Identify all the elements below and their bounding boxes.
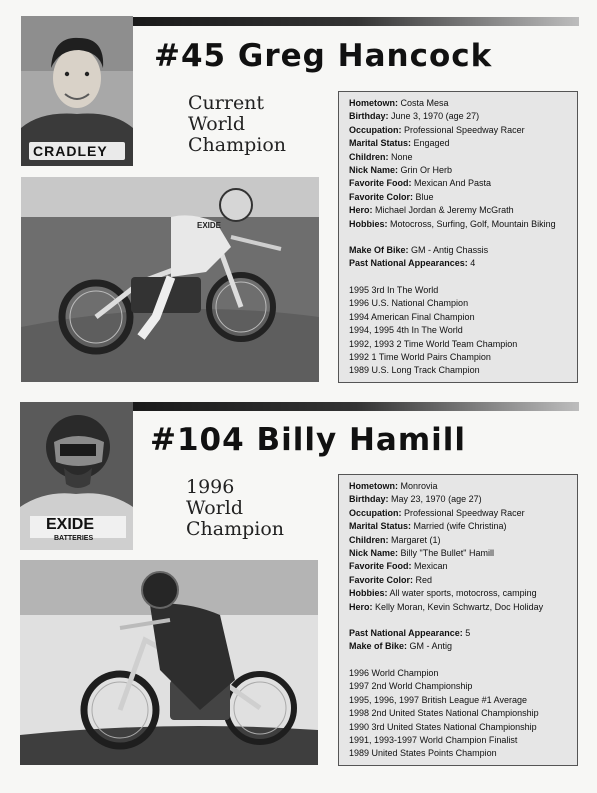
achievement-item: 1996 World Champion xyxy=(349,667,439,678)
rider-title-1: #45 Greg Hancock xyxy=(154,38,493,74)
fact-row xyxy=(349,137,569,150)
fact-value: Michael Jordan & Jeremy McGrath xyxy=(375,205,514,216)
fact-value: June 3, 1970 (age 27) xyxy=(391,111,480,122)
fact-label: Occupation: xyxy=(349,507,402,518)
fact-label: Marital Status: xyxy=(349,138,412,149)
jersey-text-2: EXIDE xyxy=(46,516,95,533)
fact-value: Billy "The Bullet" Hamill xyxy=(400,548,494,559)
fact-value: Costa Mesa xyxy=(400,98,449,108)
info-box-1 xyxy=(338,91,578,383)
bike-sponsor-1: EXIDE xyxy=(197,221,222,230)
fact-value: Married (wife Christina) xyxy=(413,521,507,532)
achievement-item: 1992 1 Time World Pairs Champion xyxy=(349,351,491,362)
fact-label: Children: xyxy=(349,534,389,545)
achievement-item: 1994, 1995 4th In The World xyxy=(349,325,463,336)
portrait-photo-1 xyxy=(21,16,133,166)
fact-row xyxy=(349,218,569,231)
fact-label: Birthday: xyxy=(349,494,389,505)
fact-label: Hometown: xyxy=(349,98,398,108)
fact-row xyxy=(349,520,569,533)
header-bar-2 xyxy=(133,402,579,411)
fact-row xyxy=(349,534,569,547)
fact-row xyxy=(349,587,569,600)
fact-label: Children: xyxy=(349,151,389,162)
fact-row xyxy=(349,257,569,270)
achievements-list-2 xyxy=(349,667,569,761)
fact-row xyxy=(349,110,569,123)
fact-row xyxy=(349,124,569,137)
fact-value: GM - Antig xyxy=(409,641,453,652)
fact-value: 4 xyxy=(470,258,476,269)
facts-group-1b xyxy=(349,244,569,271)
achievement-item: 1995 3rd In The World xyxy=(349,284,439,295)
rider-subtitle-1: Current World Champion xyxy=(188,92,287,156)
achievement-item: 1991, 1993-1997 World Champion Finalist xyxy=(349,734,518,745)
fact-label: Hero: xyxy=(349,601,373,612)
fact-row xyxy=(349,640,569,653)
fact-row xyxy=(349,601,569,614)
fact-row xyxy=(349,244,569,257)
achievement-item: 1990 3rd United States National Championship xyxy=(349,721,537,732)
fact-row xyxy=(349,507,569,520)
fact-label: Past National Appearances: xyxy=(349,258,468,269)
portrait-photo-2 xyxy=(20,402,133,550)
info-box-2 xyxy=(338,474,578,766)
rider-title-2: #104 Billy Hamill xyxy=(150,422,467,458)
fact-row xyxy=(349,204,569,217)
fact-label: Nick Name: xyxy=(349,548,399,559)
fact-row xyxy=(349,493,569,506)
fact-row xyxy=(349,97,569,110)
fact-row xyxy=(349,627,569,640)
achievement-item: 1995, 1996, 1997 British League #1 Average xyxy=(349,694,527,705)
fact-row xyxy=(349,480,569,493)
fact-value: Kelly Moran, Kevin Schwartz, Doc Holiday xyxy=(375,601,544,612)
fact-value: Professional Speedway Racer xyxy=(404,124,525,135)
facts-group-2b xyxy=(349,627,569,654)
fact-row xyxy=(349,574,569,587)
achievement-item: 1998 2nd United States National Championship xyxy=(349,708,539,719)
achievement-item: 1994 American Final Champion xyxy=(349,311,475,322)
fact-label: Hometown: xyxy=(349,481,398,491)
fact-value: Professional Speedway Racer xyxy=(404,507,525,518)
fact-row xyxy=(349,191,569,204)
fact-label: Hero: xyxy=(349,205,373,216)
fact-value: GM - Antig Chassis xyxy=(411,245,489,256)
fact-row xyxy=(349,151,569,164)
achievement-item: 1996 U.S. National Champion xyxy=(349,298,469,309)
fact-label: Marital Status: xyxy=(349,521,412,532)
fact-label: Past National Appearance: xyxy=(349,628,463,639)
fact-value: Margaret (1) xyxy=(391,534,441,545)
fact-value: None xyxy=(391,151,413,162)
fact-label: Make of Bike: xyxy=(349,641,408,652)
fact-value: Grin Or Herb xyxy=(400,165,453,176)
action-photo-1 xyxy=(21,177,319,382)
header-bar-1 xyxy=(133,17,579,26)
fact-label: Favorite Food: xyxy=(349,178,412,189)
facts-group-2a xyxy=(349,480,569,614)
achievement-item: 1989 U.S. Long Track Champion xyxy=(349,365,480,376)
fact-value: Engaged xyxy=(413,138,450,149)
action-photo-2 xyxy=(20,560,318,765)
achievements-list-1 xyxy=(349,284,569,378)
jersey-text-1: CRADLEY xyxy=(33,143,108,159)
fact-label: Hobbies: xyxy=(349,588,388,599)
fact-label: Birthday: xyxy=(349,111,389,122)
fact-value: May 23, 1970 (age 27) xyxy=(391,494,482,505)
fact-value: Blue xyxy=(415,191,434,202)
fact-value: All water sports, motocross, camping xyxy=(389,588,537,599)
fact-label: Favorite Color: xyxy=(349,191,414,202)
achievement-item: 1992, 1993 2 Time World Team Champion xyxy=(349,338,518,349)
fact-value: Mexican xyxy=(414,561,448,572)
achievement-item: 1989 United States Points Champion xyxy=(349,748,497,759)
fact-label: Favorite Food: xyxy=(349,561,412,572)
fact-value: 5 xyxy=(465,628,471,639)
fact-label: Nick Name: xyxy=(349,165,399,176)
achievement-item: 1997 2nd World Championship xyxy=(349,681,473,692)
fact-row xyxy=(349,164,569,177)
fact-row xyxy=(349,547,569,560)
fact-label: Hobbies: xyxy=(349,218,388,229)
fact-row xyxy=(349,560,569,573)
fact-label: Favorite Color: xyxy=(349,574,414,585)
rider-subtitle-2: 1996 World Champion xyxy=(186,476,285,540)
facts-group-1a xyxy=(349,97,569,231)
fact-value: Motocross, Surfing, Golf, Mountain Biking xyxy=(390,218,556,229)
jersey-text2-2: BATTERIES xyxy=(54,535,94,542)
fact-label: Make Of Bike: xyxy=(349,245,409,256)
fact-value: Mexican And Pasta xyxy=(414,178,492,189)
fact-value: Red xyxy=(415,574,433,585)
fact-row xyxy=(349,177,569,190)
fact-value: Monrovia xyxy=(400,481,438,491)
fact-label: Occupation: xyxy=(349,124,402,135)
